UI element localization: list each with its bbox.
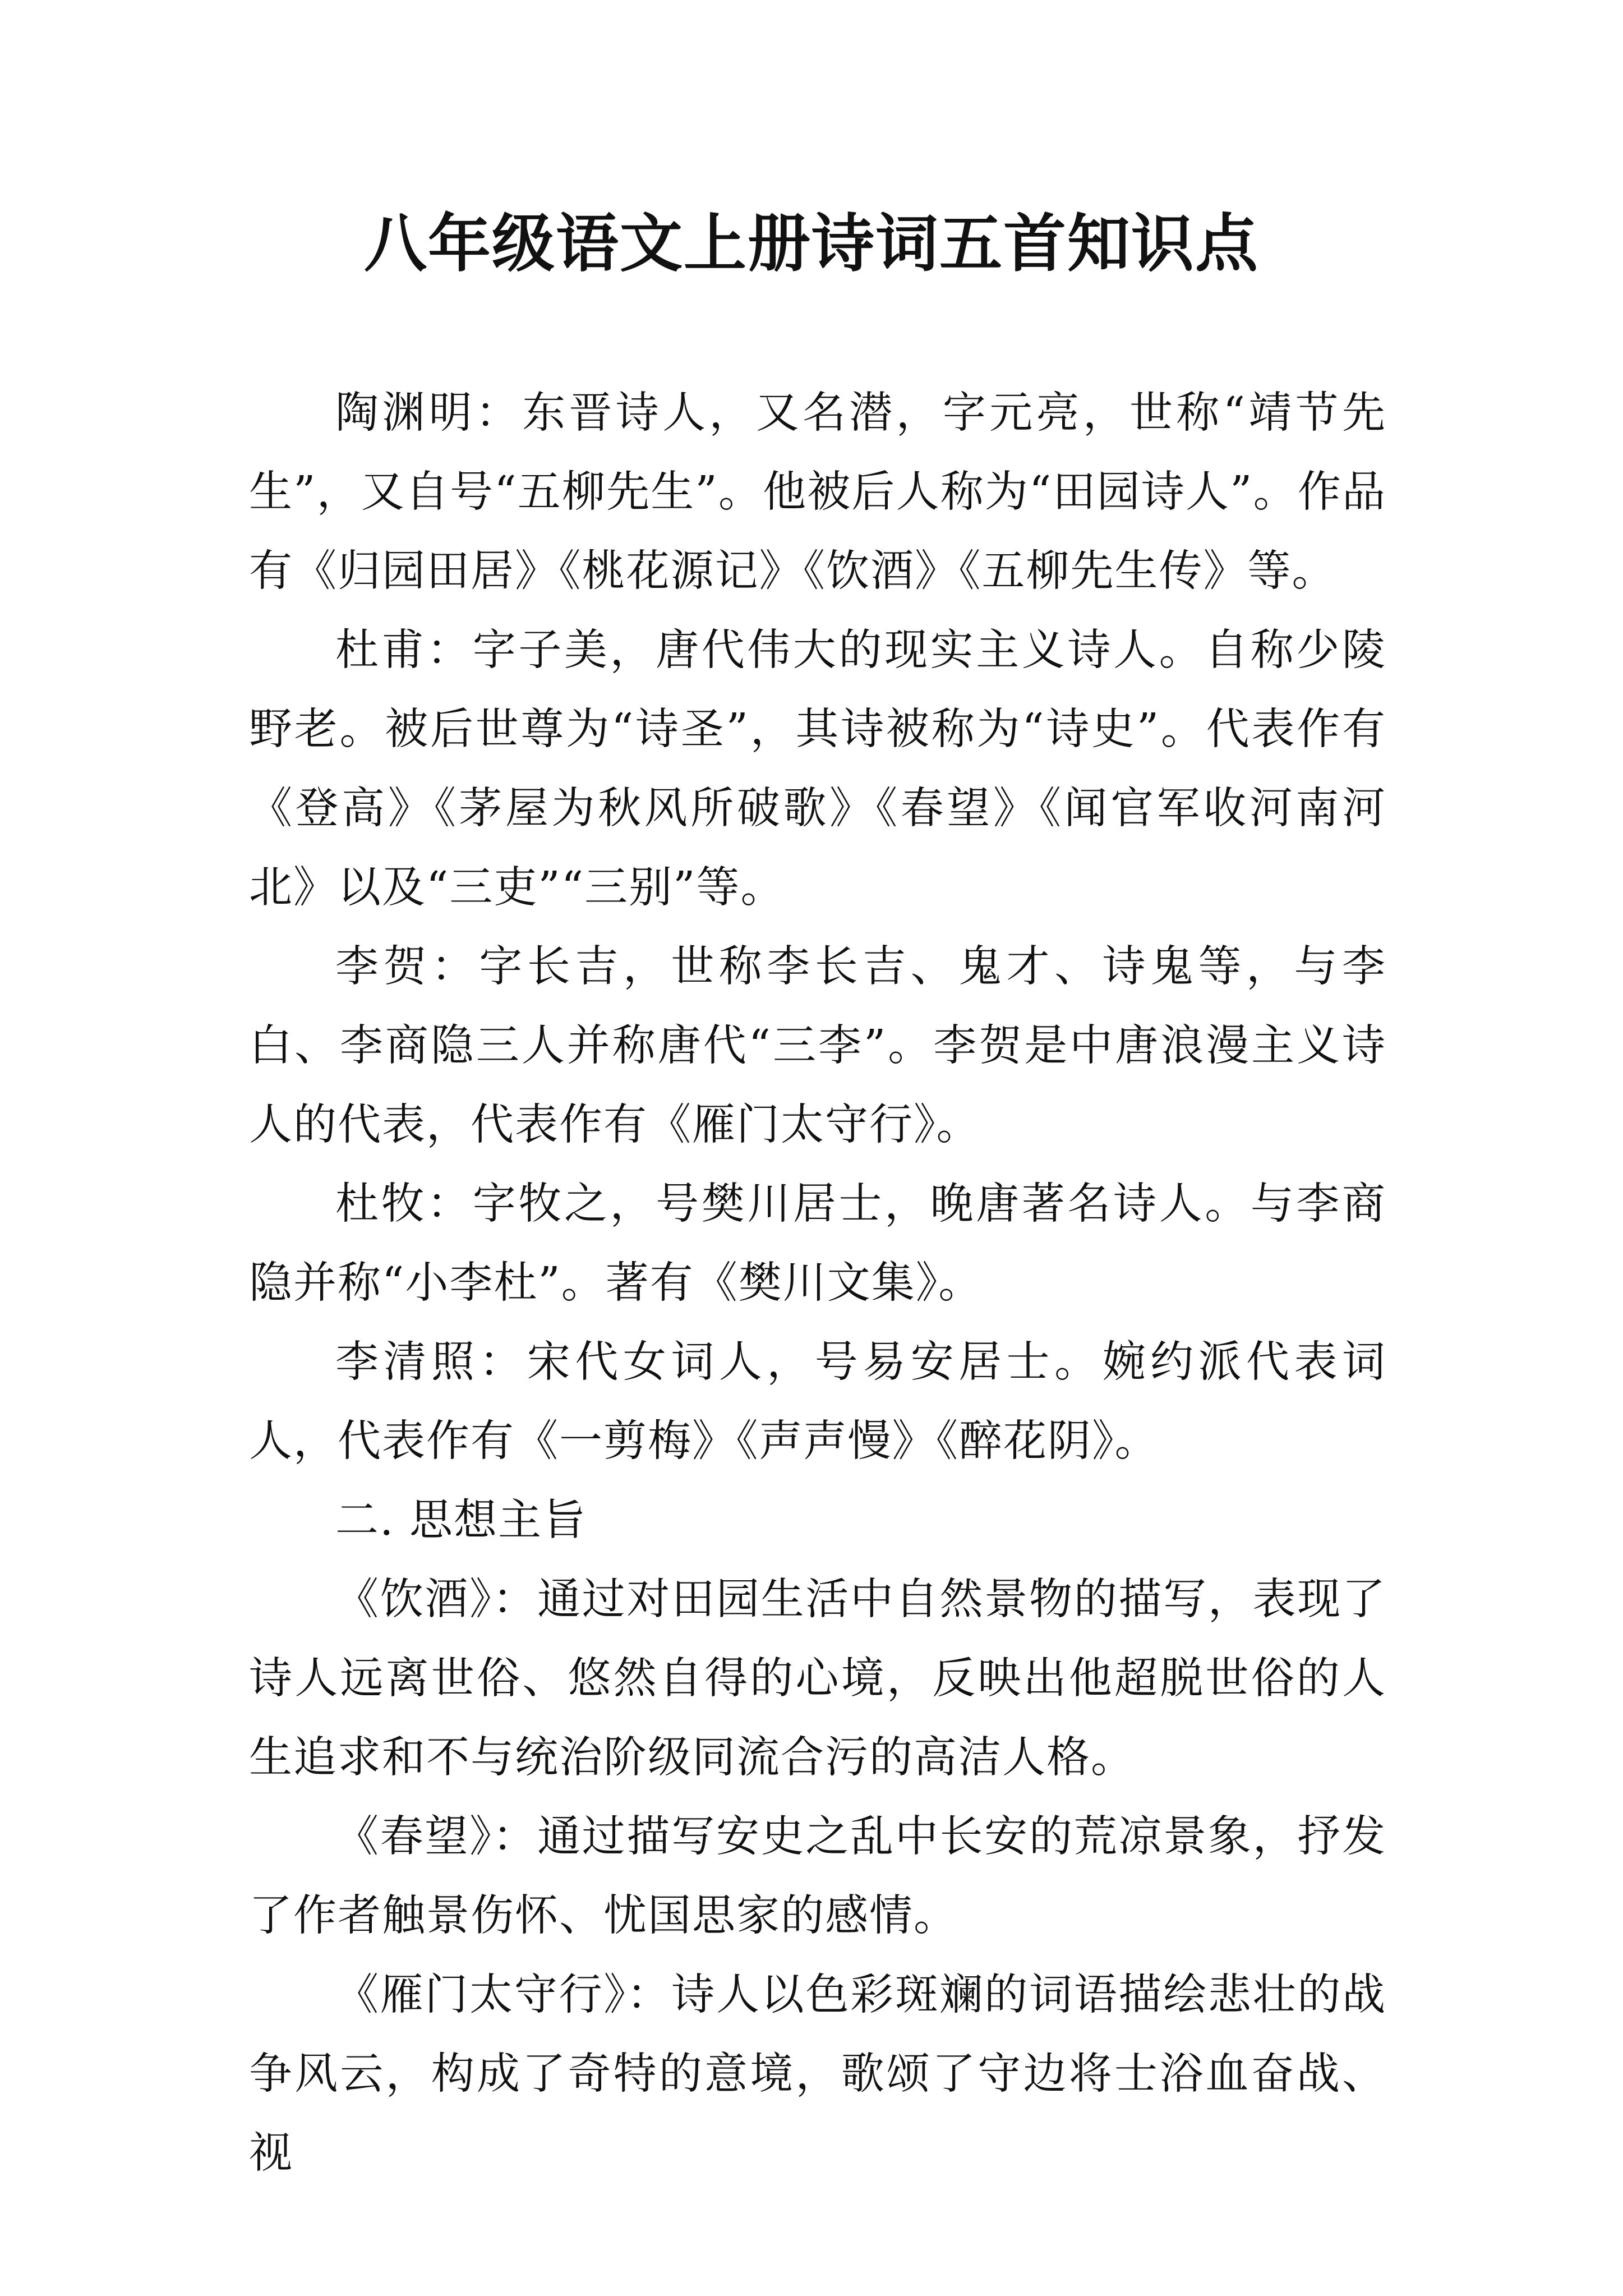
section-heading: 二. 思想主旨 — [335, 1496, 587, 1545]
paragraph-yin-jiu: 《饮酒》：通过对田园生活中自然景物的描写，表现了诗人远离世俗、悠然自得的心境，反映出他超脱世俗的人生追求和不与统治阶级同流合污的高洁人格。 — [249, 1575, 1386, 1783]
paragraph-du-mu: 杜牧：字牧之，号樊川居士，晚唐著名诗人。与李商隐并称“小李杜”。著有《樊川文集》。 — [249, 1179, 1386, 1308]
paragraph-du-fu: 杜甫：字子美，唐代伟大的现实主义诗人。自称少陵野老。被后世尊为“诗圣”，其诗被称为“诗史”。代表作有《登高》《茅屋为秋风所破歌》《春望》《闻官军收河南河北》以及“三吏”“三别”等。 — [249, 625, 1386, 913]
paragraph-li-qingzhao: 李清照：宋代女词人，号易安居士。婉约派代表词人，代表作有《一剪梅》《声声慢》《醉花阴》。 — [249, 1337, 1386, 1466]
paragraph-tao-yuanming: 陶渊明：东晋诗人，又名潜，字元亮，世称“靖节先生”，又自号“五柳先生”。他被后人称为“田园诗人”。作品有《归园田居》《桃花源记》《饮酒》《五柳先生传》等。 — [249, 388, 1386, 596]
paragraph-li-he: 李贺：字长吉，世称李长吉、鬼才、诗鬼等，与李白、李商隐三人并称唐代“三李”。李贺是中唐浪漫主义诗人的代表，代表作有《雁门太守行》。 — [249, 942, 1386, 1150]
paragraph-chun-wang: 《春望》：通过描写安史之乱中长安的荒凉景象，抒发了作者触景伤怀、忧国思家的感情。 — [249, 1812, 1386, 1941]
paragraph-yanmen-taishou-xing: 《雁门太守行》：诗人以色彩斑斓的词语描绘悲壮的战争风云，构成了奇特的意境，歌颂了守边将士浴血奋战、视 — [249, 1970, 1386, 2178]
document-body — [249, 374, 1386, 2193]
page-title: 八年级语文上册诗词五首知识点 — [364, 207, 1259, 280]
